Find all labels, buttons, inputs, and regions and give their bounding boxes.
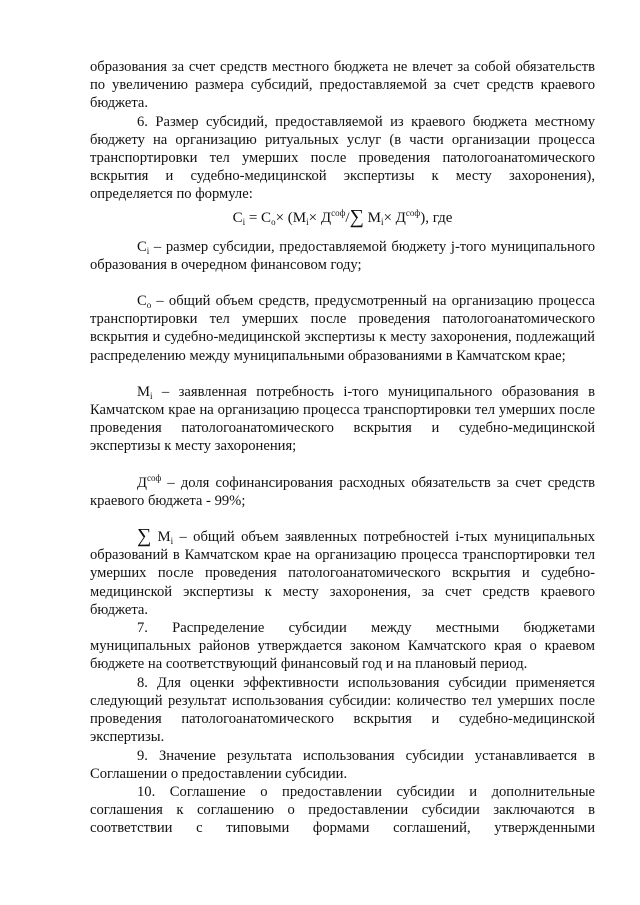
paragraph-7: 7. Распределение субсидии между местными бюджетами муниципальных районов утверждается законом Камчатского края о краевом бюджете на соответствующий финансовый год и на плановый период. [90,620,595,673]
definition-ci [90,238,595,274]
formula-eq-co: = C [245,209,272,226]
def-mi-sub: i [149,390,153,401]
document-page [90,58,595,838]
def-co-symbol: C [137,293,147,310]
def-mi-text: – заявленная потребность i-того муниципального образования в Камчатском крае на организацию процесса транспортировки тел умерших после проведения патологоанатомического вскрытия и судебно-медицинской экспертизы к месту захоронения; [90,383,595,455]
def-co-text: – общий объем средств, предусмотренный на организацию процесса транспортировки тел умерших после проведения патологоанатомического вскрытия и судебно-медицинской экспертизы к месту захоронения, подлежащий распределению между муниципальными образованиями в Камчатском крае; [90,293,595,364]
def-co-sub: о [146,300,152,311]
formula-sup-sof-2: соф [405,207,421,218]
def-d-symbol: Д [137,474,147,491]
def-ci-text: – размер субсидии, предоставляемой бюджету j-того муниципального образования в очередном финансовом году; [90,238,595,273]
sum-icon: ∑ [349,205,364,228]
formula-mult-d: × Д [308,209,332,226]
definition-sum-mi [90,525,595,619]
formula-mult-open: × (M [275,209,307,226]
formula-m: M [363,209,381,226]
paragraph-8: 8. Для оценки эффективности использования субсидии применяется следующий результат использования субсидии: количество тел умерших после проведения патологоанатомического вскрытия и судебно-медицинской экспертизы. [90,674,595,746]
def-d-sup: соф [146,472,162,483]
paragraph-6: 6. Размер субсидий, предоставляемой из краевого бюджета местному бюджету на организацию ритуальных услуг (в части организации процесса транспортировки тел умерших после проведения патологоанатомического вскрытия и судебно-медицинской экспертизы к месту захоронения), определяется по формуле: [90,113,595,203]
paragraph-10: 10. Соглашение о предоставлении субсидии и дополнительные соглашения к соглашению о предоставлении субсидии заключаются в соответствии с типовыми формами соглашений, утвержденными [90,783,595,837]
formula [90,207,595,229]
formula-sub-o: о [271,216,276,227]
formula-slash: / [345,209,350,226]
definition-d-sof [90,474,595,510]
definition-co [90,292,595,365]
formula-sub-i-2: i [306,216,309,227]
def-mi-symbol: M [137,383,150,400]
formula-close: ), где [420,209,453,226]
formula-sub-i-3: i [380,216,384,227]
def-d-text: – доля софинансирования расходных обязательств за счет средств краевого бюджета - 99%; [90,474,595,509]
def-sum-sub: i [170,536,174,547]
formula-c: C [232,209,243,226]
def-ci-sub: i [146,245,150,256]
paragraph-9: 9. Значение результата использования субсидии устанавливается в Соглашении о предоставлении субсидии. [90,747,595,782]
paragraph-intro: образования за счет средств местного бюджета не влечет за собой обязательств по увеличению размера субсидий, предоставляемой за счет средств краевого бюджета. [90,59,595,112]
formula-sub-i: i [242,216,246,227]
definition-mi [90,383,595,456]
def-sum-icon: ∑ [137,525,152,548]
def-sum-text: – общий объем заявленных потребностей i-тых муниципальных образований в Камчатском крае на организацию процесса транспортировки тел умерших после проведения патологоанатомического вскрытия и судебно-медицинской экспертизы к месту захоронения, за счет средств краевого бюджета. [90,529,595,618]
def-sum-symbol: M [151,529,171,546]
formula-sup-sof: соф [331,207,346,218]
formula-mult-d-2: × Д [383,209,406,226]
def-ci-symbol: C [137,238,147,255]
